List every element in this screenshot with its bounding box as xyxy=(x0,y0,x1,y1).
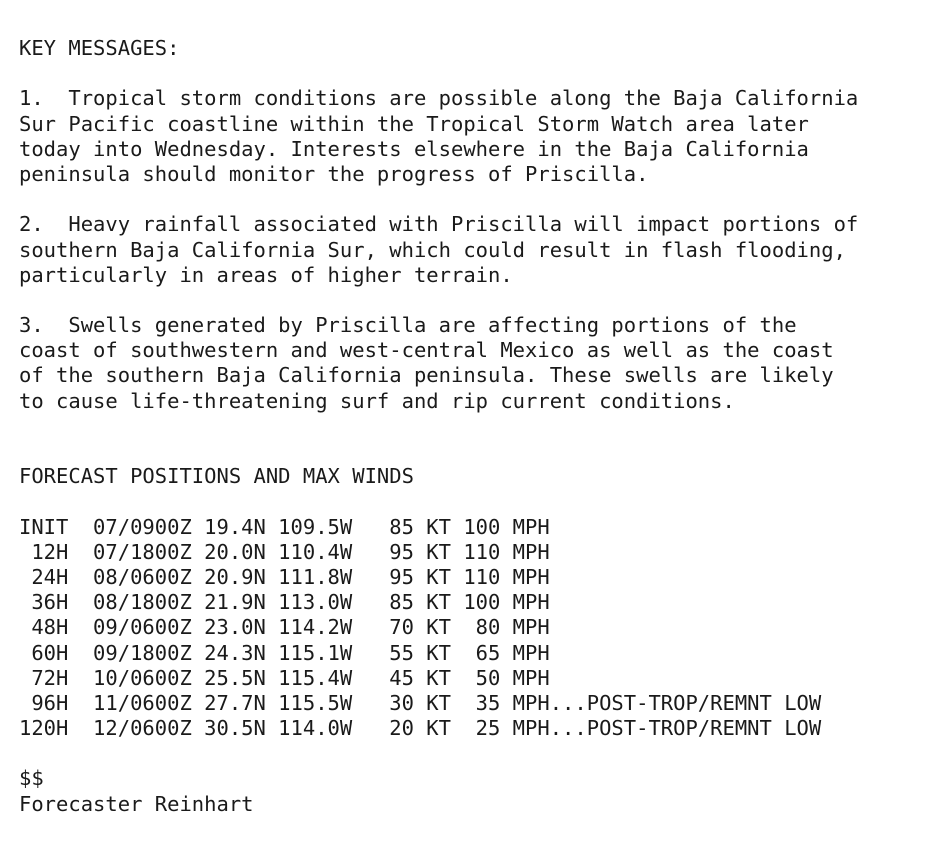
end-marker: $$ xyxy=(19,766,44,791)
forecast-row: 12H 07/1800Z 20.0N 110.4W 95 KT 110 MPH xyxy=(19,539,550,564)
key-message-3 xyxy=(19,313,944,414)
message-line: 1. Tropical storm conditions are possible along the Baja California xyxy=(19,86,859,111)
message-line: particularly in areas of higher terrain. xyxy=(19,262,513,287)
forecast-row: 72H 10/0600Z 25.5N 115.4W 45 KT 50 MPH xyxy=(19,665,550,690)
forecast-row: 48H 09/0600Z 23.0N 114.2W 70 KT 80 MPH xyxy=(19,615,550,640)
key-message-1 xyxy=(19,86,944,187)
message-line: of the southern Baja California peninsula. These swells are likely xyxy=(19,363,834,388)
forecast-heading: FORECAST POSITIONS AND MAX WINDS xyxy=(19,464,414,489)
spacer xyxy=(19,61,944,86)
message-line: today into Wednesday. Interests elsewhere in the Baja California xyxy=(19,136,809,161)
spacer xyxy=(19,489,944,514)
spacer xyxy=(19,187,944,212)
message-line: 2. Heavy rainfall associated with Priscilla will impact portions of xyxy=(19,212,859,237)
forecast-row: 36H 08/1800Z 21.9N 113.0W 85 KT 100 MPH xyxy=(19,590,550,615)
forecast-row: 120H 12/0600Z 30.5N 114.0W 20 KT 25 MPH...POST-TROP/REMNT LOW xyxy=(19,716,822,741)
message-line: southern Baja California Sur, which could result in flash flooding, xyxy=(19,237,846,262)
message-line: coast of southwestern and west-central Mexico as well as the coast xyxy=(19,338,834,363)
message-line: 3. Swells generated by Priscilla are affecting portions of the xyxy=(19,313,797,338)
key-messages-heading: KEY MESSAGES: xyxy=(19,36,180,60)
forecaster-signature: Forecaster Reinhart xyxy=(19,791,254,816)
forecast-row: INIT 07/0900Z 19.4N 109.5W 85 KT 100 MPH xyxy=(19,514,550,539)
forecast-row: 60H 09/1800Z 24.3N 115.1W 55 KT 65 MPH xyxy=(19,640,550,665)
spacer xyxy=(19,741,944,766)
spacer xyxy=(19,414,944,439)
message-line: Sur Pacific coastline within the Tropical Storm Watch area later xyxy=(19,111,809,136)
message-line: to cause life-threatening surf and rip current conditions. xyxy=(19,388,735,413)
spacer xyxy=(19,288,944,313)
key-message-2 xyxy=(19,212,944,288)
forecast-row: 24H 08/0600Z 20.9N 111.8W 95 KT 110 MPH xyxy=(19,564,550,589)
message-line: peninsula should monitor the progress of Priscilla. xyxy=(19,161,649,186)
advisory-document xyxy=(19,36,944,817)
forecast-table xyxy=(19,515,944,742)
forecast-row: 96H 11/0600Z 27.7N 115.5W 30 KT 35 MPH...POST-TROP/REMNT LOW xyxy=(19,690,822,715)
spacer xyxy=(19,439,944,464)
